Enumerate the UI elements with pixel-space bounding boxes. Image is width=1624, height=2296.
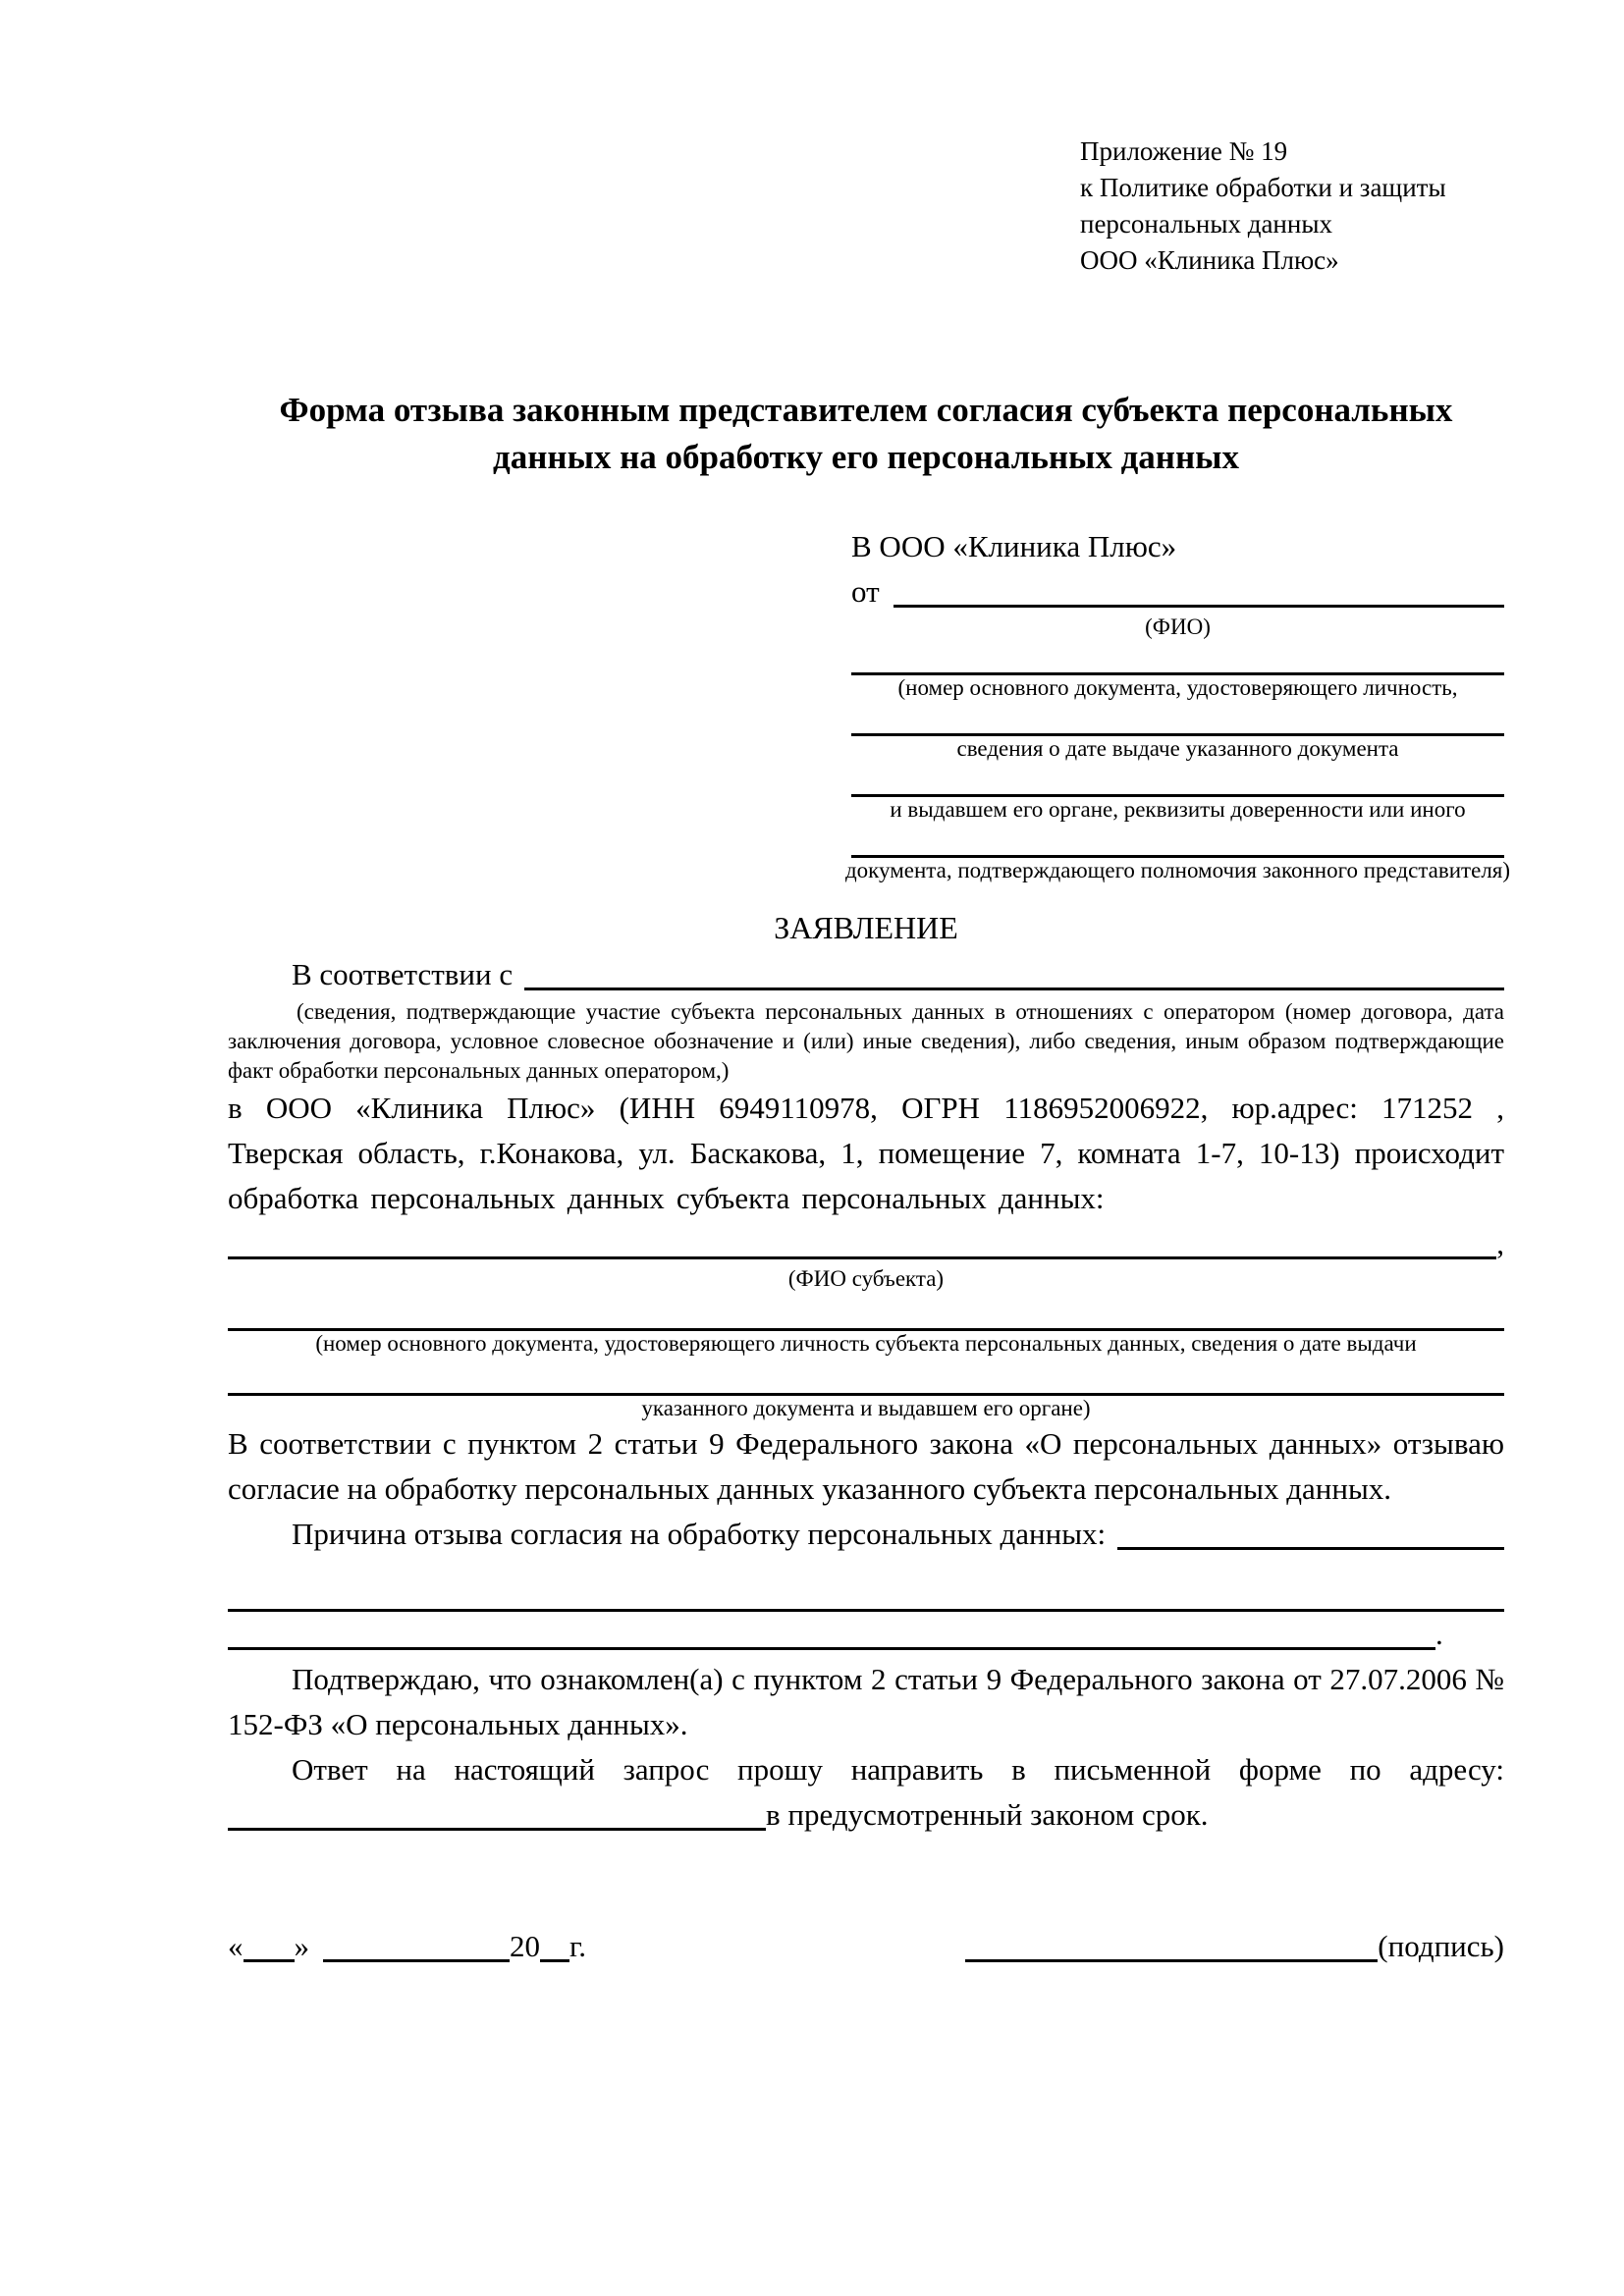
representative-doc-input-line-4[interactable] [851,823,1504,858]
reason-row [228,1512,1504,1557]
reason-extra-input-line-1[interactable] [228,1557,1504,1612]
date-day-input-line[interactable] [244,1959,295,1962]
subject-doc-caption-1: (номер основного документа, удостоверяющего личность субъекта персональных данных, сведения о дате выдачи [315,1331,1417,1356]
signature-caption: (подпись) [1378,1929,1504,1963]
from-label: от [851,574,880,609]
reason-extra-input-line-2[interactable] [228,1647,1435,1650]
reply-address-input-line[interactable] [228,1828,766,1831]
date-year-suffix: г. [569,1929,586,1963]
withdrawal-paragraph: В соответствии с пунктом 2 статьи 9 Федерального закона «О персональных данных» отзываю согласие на обработку персональных данных указанного субъекта персональных данных. [228,1426,1504,1506]
accordance-row [228,952,1504,997]
statement-heading: ЗАЯВЛЕНИЕ [774,910,958,945]
representative-doc-caption-1: (номер основного документа, удостоверяющего личность, [897,675,1458,700]
subject-fio-input-line[interactable] [228,1256,1496,1259]
appendix-line-4: ООО «Клиника Плюс» [1080,245,1339,275]
representative-doc-input-line-2[interactable] [851,701,1504,736]
subject-fio-row [228,1221,1504,1266]
reason-extra-row-2 [228,1612,1504,1657]
date-close-quote: » [294,1929,309,1963]
date-year-input-line[interactable] [540,1959,569,1962]
accordance-label: В соответствии с [292,957,514,991]
appendix-line-2: к Политике обработки и защиты [1080,173,1446,202]
addressee-block [844,524,1511,883]
document-title: Форма отзыва законным представителем согласия субъекта персональных данных на обработку его персональных данных [279,391,1453,476]
date-year-prefix: 20 [510,1929,540,1963]
appendix-line-3: персональных данных [1080,209,1332,239]
appendix-header [1080,133,1504,279]
reply-address-row [228,1792,1504,1838]
date-field [228,1924,586,1969]
representative-fio-input-line[interactable] [893,605,1504,608]
signature-field [965,1924,1504,1969]
date-month-input-line[interactable] [323,1959,510,1962]
subject-doc-input-line-2[interactable] [228,1357,1504,1396]
subject-doc-caption-2: указанного документа и выдавшем его органе) [641,1396,1091,1420]
representative-doc-group-3 [851,762,1504,823]
reply-suffix: в предусмотренный законом срок. [766,1797,1209,1832]
representative-doc-caption-3: и выдавшем его органе, реквизиты доверенности или иного [890,797,1466,822]
representative-doc-caption-4: документа, подтверждающего полномочия законного представителя) [844,858,1511,882]
date-open-quote: « [228,1929,244,1963]
appendix-line-1: Приложение № 19 [1080,136,1288,166]
reply-paragraph: Ответ на настоящий запрос прошу направить в письменной форме по адресу: [292,1752,1504,1787]
confirmation-paragraph: Подтверждаю, что ознакомлен(а) с пунктом 2 статьи 9 Федерального закона от 27.07.2006 № 152-ФЗ «О персональных данных». [228,1662,1504,1741]
operator-paragraph: в ООО «Клиника Плюс» (ИНН 6949110978, ОГРН 1186952006922, юр.адрес: 171252 , Тверская область, г.Конакова, ул. Баскакова, 1, помещение 7, комната 1-7, 10-13) происходит обработка персональных данных субъекта персональных данных: [228,1091,1504,1215]
signature-input-line[interactable] [965,1959,1378,1962]
representative-doc-input-line-1[interactable] [851,640,1504,675]
reason-input-line[interactable] [1117,1547,1504,1550]
accordance-input-line[interactable] [524,988,1504,990]
representative-doc-group-4 [844,823,1511,883]
from-row [851,569,1504,614]
accordance-note: (сведения, подтверждающие участие субъекта персональных данных в отношениях с оператором (номер договора, дата заключения договора, условное словесное обозначение и (или) иные сведения), либо сведения, иным образом подтверждающие факт обработки персональных данных оператором,) [228,999,1504,1083]
addressee-organization: В ООО «Клиника Плюс» [851,529,1177,563]
representative-doc-input-line-3[interactable] [851,762,1504,797]
footer-row [228,1924,1504,1969]
reason-label: Причина отзыва согласия на обработку персональных данных: [292,1517,1107,1551]
subject-line-comma: , [1496,1226,1504,1260]
representative-doc-group-1 [851,640,1504,701]
subject-fio-caption: (ФИО субъекта) [787,1266,945,1291]
representative-doc-group-2 [851,701,1504,762]
subject-doc-input-line-1[interactable] [228,1292,1504,1331]
reason-line-period: . [1435,1617,1443,1651]
fio-caption: (ФИО) [1145,614,1211,639]
representative-doc-caption-2: сведения о дате выдаче указанного документа [956,736,1399,761]
